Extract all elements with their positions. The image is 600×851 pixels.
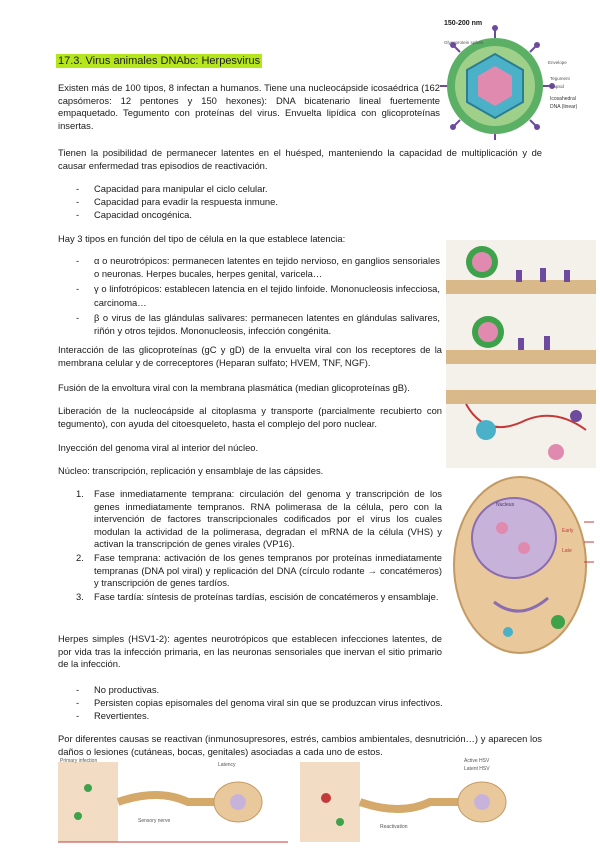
hsv-item: - No productivas. (72, 683, 492, 696)
phase-item (72, 591, 442, 604)
cell-label-nucleus: Nucleus (496, 502, 515, 508)
neuron-figure-left (58, 758, 288, 846)
virion-label-1: Glycoprotein spikes (444, 40, 484, 45)
virion-size-label: 150-200 nm (444, 20, 483, 27)
phase-number: 2. (76, 551, 84, 563)
hsv-item: - Revertientes. (72, 709, 492, 722)
hsv-paragraph: Herpes simples (HSV1-2): agentes neurotrópicos que establecen infecciones latentes, de por vida tras la infección primaria, en las neuronas sensoriales que inervan el sitio primario de la infección. (58, 633, 442, 670)
reactivation-paragraph: Por diferentes causas se reactivan (inmunosupresores, estrés, cambios ambientales, desnutrición…) y aparecen los daños o lesiones (cutáneas, bocas, genitales) asociadas a cada uno de estos. (58, 733, 542, 757)
virion-label-4: Capsid (550, 84, 565, 89)
replication-cell-figure (448, 472, 596, 658)
capacity-item: - Capacidad oncogénica. (72, 208, 372, 221)
phase-text: Fase temprana: activación de los genes tempranos por proteínas inmediatamente tempranas (DNA pol viral) y replicación del DNA (círculo rodante → concatémeros) y transcripción de genes tardíos. (94, 551, 442, 589)
virion-figure (440, 20, 595, 140)
type-item-gamma: - γ o linfotrópicos: establecen latencia en el tejido linfoide. Mononucleosis infecciosa, carcinoma… (72, 282, 440, 308)
cell-label-late: Late (562, 548, 572, 554)
phases-list (72, 488, 442, 603)
virion-label-3: Tegument (550, 76, 570, 81)
neuron-left-label-2: Sensory nerve (138, 818, 171, 824)
phase-number: 1. (76, 488, 84, 499)
injection-paragraph: Inyección del genoma viral al interior del núcleo. (58, 442, 259, 453)
phase-item (72, 552, 442, 590)
types-intro: Hay 3 tipos en función del tipo de célula en la que establece latencia: (58, 233, 346, 244)
neuron-right-label-1: Active HSV (464, 758, 490, 764)
virion-label-2: Envelope (548, 60, 567, 65)
capacity-item: - Capacidad para evadir la respuesta inmune. (72, 195, 372, 208)
phase-number: 3. (76, 590, 84, 602)
type-item-beta: - β o virus de las glándulas salivares: permanecen latentes en glándulas salivares, riñón y otros tejidos. Mononucleosis, infección congénita. (72, 311, 440, 337)
phase-item (72, 488, 442, 551)
neuron-figure-right (300, 758, 540, 846)
fusion-paragraph: Fusión de la envoltura viral con la membrana plasmática (median glicoproteínas gB). (58, 382, 410, 393)
latency-paragraph: Tienen la posibilidad de permanecer latentes en el huésped, manteniendo la capacidad de multiplicación y de causar enfermedad tras episodios de reactivación. (58, 147, 542, 171)
entry-figure (446, 240, 596, 468)
intro-paragraph: Existen más de 100 tipos, 8 infectan a humanos. Tiene una nucleocápside icosaédrica (162 capsómeros: 12 pentones y 150 hexones): DNA bicatenario lineal fuertemente empaquetado. Tegumento con proteínas del virus. Envuelta lipídica con glicoproteínas insertas. (58, 82, 440, 131)
hsv-list (72, 683, 492, 723)
nucleus-paragraph: Núcleo: transcripción, replicación y ensamblaje de las cápsides. (58, 465, 324, 476)
neuron-right-label-3: Reactivation (380, 824, 408, 830)
capacity-item: - Capacidad para manipular el ciclo celular. (72, 182, 372, 195)
section-heading: 17.3. Virus animales DNAbc: Herpesvirus (58, 55, 261, 67)
capacities-list (72, 182, 372, 222)
neuron-right-label-2: Latent HSV (464, 766, 490, 772)
virion-label-5: Icosahedral (550, 96, 576, 102)
type-item-alpha: - α o neurotrópicos: permanecen latentes en tejido nervioso, en ganglios sensoriales o neuronas. Herpes bucales, herpes genital, varicela… (72, 254, 440, 280)
interaction-paragraph: Interacción de las glicoproteínas (gC y gD) de la envuelta viral con los receptores de la membrana celular y de correceptores (Heparan sulfato; HVEM, TNF, NGF). (58, 344, 442, 368)
types-list (72, 254, 440, 337)
phase-text: Fase tardía: síntesis de proteínas tardías, escisión de concatémeros y ensamblaje. (94, 590, 439, 602)
hsv-item: - Persisten copias episomales del genoma viral sin que se produzcan virus infectivos. (72, 696, 492, 709)
neuron-left-label-3: Latency (218, 762, 236, 768)
neuron-left-label-1: Primary infection (60, 758, 98, 764)
phase-text: Fase inmediatamente temprana: circulación del genoma y transcripción de los genes inmediatamente tempranos. RNA polimerasa de la célula, pero con la intervención de factores transcripcionales codificados por el virus los cuales modulan la actividad de la polimerasa, degradan el mRNA de la célula (VHS) y activan la transcripción de genes virales (VP16). (94, 488, 442, 550)
release-paragraph: Liberación de la nucleocápside al citoplasma y transporte (parcialmente recubierto con tegumento), con ayuda del citoesqueleto, hasta el complejo del poro nuclear. (58, 405, 442, 429)
virion-label-6: DNA (linear) (550, 104, 578, 110)
cell-label-early: Early (562, 528, 574, 534)
